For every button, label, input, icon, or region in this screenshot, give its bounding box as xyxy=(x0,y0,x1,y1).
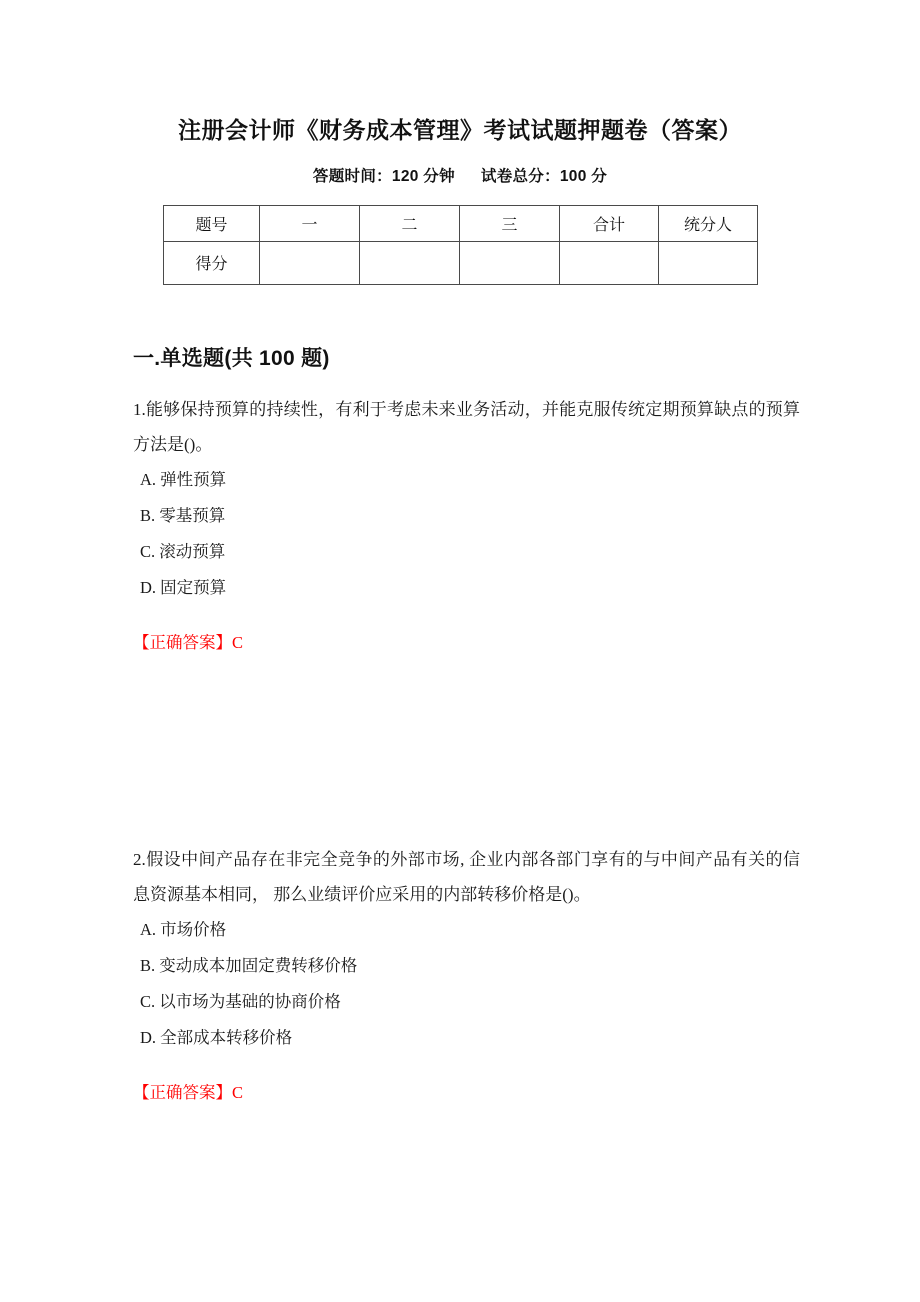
score-table-container xyxy=(163,205,757,285)
answer-value: C xyxy=(232,632,244,652)
correct-answer-line xyxy=(133,1056,800,1108)
section-heading: 一.单选题(共 100 题) xyxy=(133,346,330,370)
page-title: 注册会计师《财务成本管理》考试试题押题卷（答案） xyxy=(178,117,742,143)
table-row xyxy=(164,241,758,284)
exam-total-score: 试卷总分：100 分 xyxy=(480,167,608,185)
answer-label: 【正确答案】 xyxy=(133,632,232,652)
table-header-cell-0: 题号 xyxy=(164,205,260,241)
question-block-2 xyxy=(0,808,920,1108)
option-a[interactable]: A. 市场价格 xyxy=(140,919,227,939)
question-stem: 2.假设中间产品存在非完全竞争的外部市场, 企业内部各部门享有的与中间产品有关的信息资源基本相同， 那么业绩评价应采用的内部转移价格是()。 xyxy=(133,849,800,904)
table-row-label: 得分 xyxy=(164,241,260,284)
option-c[interactable]: C. 滚动预算 xyxy=(140,541,226,561)
question-block-1 xyxy=(0,372,920,808)
score-cell-2[interactable] xyxy=(360,241,460,284)
score-cell-total[interactable] xyxy=(560,241,659,284)
option-d[interactable]: D. 全部成本转移价格 xyxy=(140,1027,293,1047)
question-options xyxy=(133,462,800,606)
option-c[interactable]: C. 以市场为基础的协商价格 xyxy=(140,991,341,1011)
question-spacer xyxy=(133,808,800,822)
table-header-cell-2: 二 xyxy=(360,205,460,241)
table-row-header xyxy=(164,205,758,241)
option-b[interactable]: B. 零基预算 xyxy=(140,505,226,525)
option-b[interactable]: B. 变动成本加固定费转移价格 xyxy=(140,955,358,975)
table-header-cell-1: 一 xyxy=(260,205,360,241)
question-stem: 1.能够保持预算的持续性，有利于考虑未来业务活动，并能克服传统定期预算缺点的预算方法是()。 xyxy=(133,399,800,454)
score-cell-1[interactable] xyxy=(260,241,360,284)
answer-value: C xyxy=(232,1082,244,1102)
table-header-cell-4: 合计 xyxy=(560,205,659,241)
score-cell-staff[interactable] xyxy=(659,241,758,284)
score-table xyxy=(163,205,758,285)
option-d[interactable]: D. 固定预算 xyxy=(140,577,227,597)
exam-meta-line xyxy=(0,146,920,186)
correct-answer-line xyxy=(133,606,800,658)
option-a[interactable]: A. 弹性预算 xyxy=(140,469,227,489)
exam-duration: 答题时间：120 分钟 xyxy=(312,167,455,185)
question-options xyxy=(133,912,800,1056)
table-header-cell-5: 统分人 xyxy=(659,205,758,241)
answer-label: 【正确答案】 xyxy=(133,1082,232,1102)
answer-writing-space xyxy=(133,658,800,808)
table-header-cell-3: 三 xyxy=(460,205,560,241)
score-cell-3[interactable] xyxy=(460,241,560,284)
